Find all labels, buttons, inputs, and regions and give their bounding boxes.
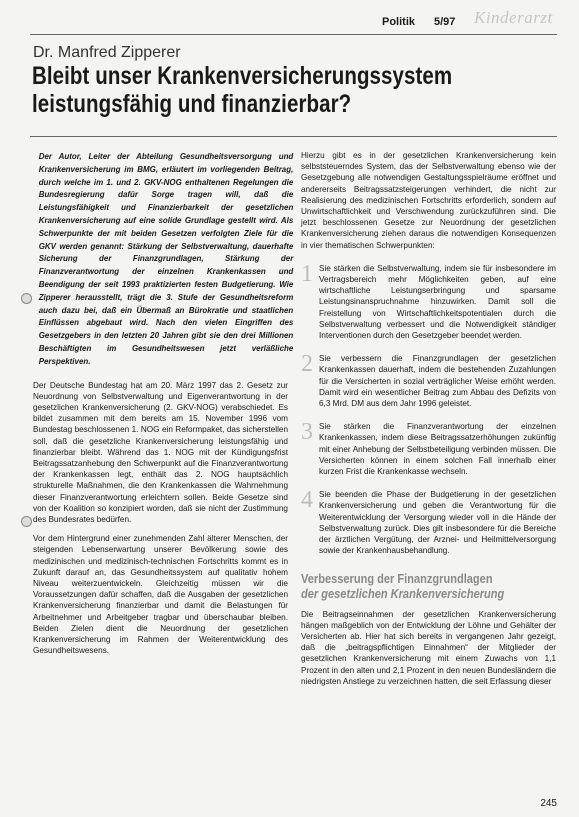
body-paragraph: Vor dem Hintergrund einer zunehmenden Zahl älterer Menschen, der steigenden Lebenserwartung unserer Bevölkerung sowie des medizinischen und medizinisch-technischen Fortschritts kommt es in Zukunft darauf an, das Gesundheitssystem auf qualitativ hohem Niveau weiterzuentwickeln. Gleichzeitig müssen wir die Voraussetzungen dafür schaffen, daß die Ausgaben der gesetzlichen Krankenversicherung finanzierbar und damit die Belastungen für Arbeitnehmer und Arbeitgeber tragbar und überschaubar bleiben. Beiden Zielen dient die Neuordnung der gesetzlichen Krankenversicherung im Rahmen der Weiterentwicklung des Gesundheitswesens. bbox=[33, 534, 288, 656]
point-text: Sie stärken die Finanzverantwortung der einzelnen Krankenkassen, indem diese Beitragssatzerhöhungen zukünftig mit einer Anhebung der Selbstbeteiligung verbinden müssen. Die Versicherten können in einem solchen Fall innerhalb einer kurzen Frist die Krankenkasse wechseln. bbox=[319, 422, 556, 477]
article-title bbox=[32, 62, 458, 118]
numbered-point bbox=[301, 489, 556, 556]
section-label: Politik bbox=[382, 16, 416, 28]
numbered-point bbox=[301, 421, 556, 477]
body-paragraph: Der Deutsche Bundestag hat am 20. März 1997 das 2. Gesetz zur Neuordnung von Selbstverwaltung und Eigenverantwortung in der gesetzlichen Krankenversicherung (2. GKV-NOG) verabschiedet. Es bildet zusammen mit dem bereits am 15. November 1996 vom Bundestag beschlossenen 1. NOG ein Reformpaket, das sicherstellen soll, daß die gesetzliche Krankenversicherung leistungsfähig und finanzierbar bleibt. Während das 1. NOG mit der Kündigungsfrist Beitragssatzanhebung den Schwerpunkt auf die Finanzverantwortung der Krankenkassen legt, enthält das 2. NOG hauptsächlich strukturelle Maßnahmen, die den Krankenkassen die Wahrnehmung dieser Finanzverantwortung erleichtern sollen. Beide Gesetze sind von der Koalition so konzipiert worden, daß sie nicht der Zustimmung des Bundesrates bedürfen. bbox=[33, 380, 288, 524]
body-paragraph: Die Beitragseinnahmen der gesetzlichen Krankenversicherung hängen maßgeblich von der Entwicklung der Löhne und Gehälter der Versicherten ab. Hier hat sich bereits in vergangenen Jahr gezeigt, daß die „beitragspflichtigen Einnahmen“ der Mitglieder der gesetzlichen Krankenversicherung mit einem Zuwachs von 1,1 Prozent in den alten und 2,1 Prozent in den neuen Bundesländern die niedrigsten Anstiege zu verzeichnen hatten, die seit Erfassung dieser bbox=[301, 609, 556, 686]
title-rule bbox=[30, 136, 557, 137]
point-number: 4 bbox=[301, 487, 313, 514]
numbered-point bbox=[301, 353, 556, 409]
numbered-point bbox=[301, 260, 556, 341]
margin-punch-hole-icon bbox=[21, 293, 32, 304]
margin-punch-hole-icon bbox=[21, 516, 32, 527]
issue-number: 5/97 bbox=[434, 16, 456, 28]
article-author: Dr. Manfred Zipperer bbox=[33, 44, 181, 61]
body-paragraph: Hierzu gibt es in der gesetzlichen Krankenversicherung kein selbststeuerndes System, das der Selbstverwaltung ebenso wie der Gesetzgebung alle notwendigen Gestaltungsspielräume eröffnet und andererseits Beitragssatzsteigerungen verhindert, die nicht zur Realisierung des medizinischen Fortschritts erforderlich, sondern auf Unwirtschaftlichkeit und Verschwendung zurückzuführen sind. Die jetzt beschlossenen Gesetze zur Neuordnung der gesetzlichen Krankenversicherung ziehen daraus die notwendigen Konsequenzen in vier thematischen Schwerpunkten: bbox=[301, 151, 556, 250]
point-number: 2 bbox=[301, 351, 313, 378]
subheading-line-2: der gesetzlichen Krankenversicherung bbox=[301, 585, 505, 601]
right-column bbox=[301, 150, 556, 695]
section-subheading bbox=[301, 571, 556, 601]
page-number: 245 bbox=[540, 798, 557, 809]
point-text: Sie stärken die Selbstverwaltung, indem sie für insbesondere im Vertragsbereich mehr Möglichkeiten geben, auf eine wirtschaftliche Leistungserbringung und sparsame Leistungsinanspruchnahme hinzuwirken. Damit soll die Freistellung von Wirtschaftlichkeitspotentialen durch die Selbstverwaltung verbessert und die Notwendigkeit ständiger Interventionen durch den Gesetzgeber beendet werden. bbox=[319, 263, 556, 341]
magazine-logo: Kinderarzt bbox=[474, 8, 553, 27]
subheading-line-1: Verbesserung der Finanzgrundlagen bbox=[301, 570, 493, 586]
title-line-1: Bleibt unser Krankenversicherungssystem bbox=[32, 62, 453, 90]
left-column bbox=[33, 150, 294, 664]
header-rule bbox=[30, 34, 557, 35]
point-text: Sie verbessern die Finanzgrundlagen der gesetzlichen Krankenkassen dauerhaft, indem die bestehenden Zuzahlungen für die Versicherten in sozial verträglicher Weise erhöht werden. Damit wird ein wesentlicher Beitrag zum Abbau des Defizits von 6,3 Mrd. DM aus dem Jahr 1996 geleistet. bbox=[319, 354, 556, 409]
point-number: 1 bbox=[301, 260, 313, 287]
page-header bbox=[0, 8, 579, 36]
article-intro: Der Autor, Leiter der Abteilung Gesundheitsversorgung und Krankenversicherung im BMG, erläutert im vorliegenden Beitrag, durch welche im 1. und 2. GKV-NOG enthaltenen Regelungen die Bundesregierung dafür Sorge tragen will, daß die Leistungsfähigkeit und Finanzierbarkeit der gesetzlichen Krankenversicherung auf eine solide Grundlage gestellt wird. Als Schwerpunkte der mit beiden Gesetzen verfolgten Ziele für die GKV werden genannt: Stärkung der Selbstverwaltung, dauerhafte Sicherung der Finanzgrundlagen, Stärkung der Finanzverantwortung der einzelnen Krankenkassen und Beendigung der seit 1993 praktizierten festen Budgetierung. Wie Zipperer herausstellt, trägt die 3. Stufe der Gesundheitsreform auch dazu bei, daß ein Übermaß an Bürokratie und staatlichen Einflüssen abgebaut wird. Nach den vielen Eingriffen des Gesetzgebers in den letzten 20 Jahren gibt sie den drei Millionen Beschäftigten im Gesundheitswesen jetzt verläßliche Perspektiven. bbox=[38, 151, 294, 366]
title-line-2: leistungsfähig und finanzierbar? bbox=[32, 90, 352, 118]
point-text: Sie beenden die Phase der Budgetierung in der gesetzlichen Krankenversicherung und geben die Verantwortung für die Weiterentwicklung der Versorgung wieder voll in die Hände der Selbstverwaltung zurück. Dies gilt insbesondere für die Bereiche der ärztlichen Vergütung, der Arznei- und Heilmittelversorgung sowie der Krankenhausbehandlung. bbox=[319, 490, 556, 556]
point-number: 3 bbox=[301, 419, 313, 446]
